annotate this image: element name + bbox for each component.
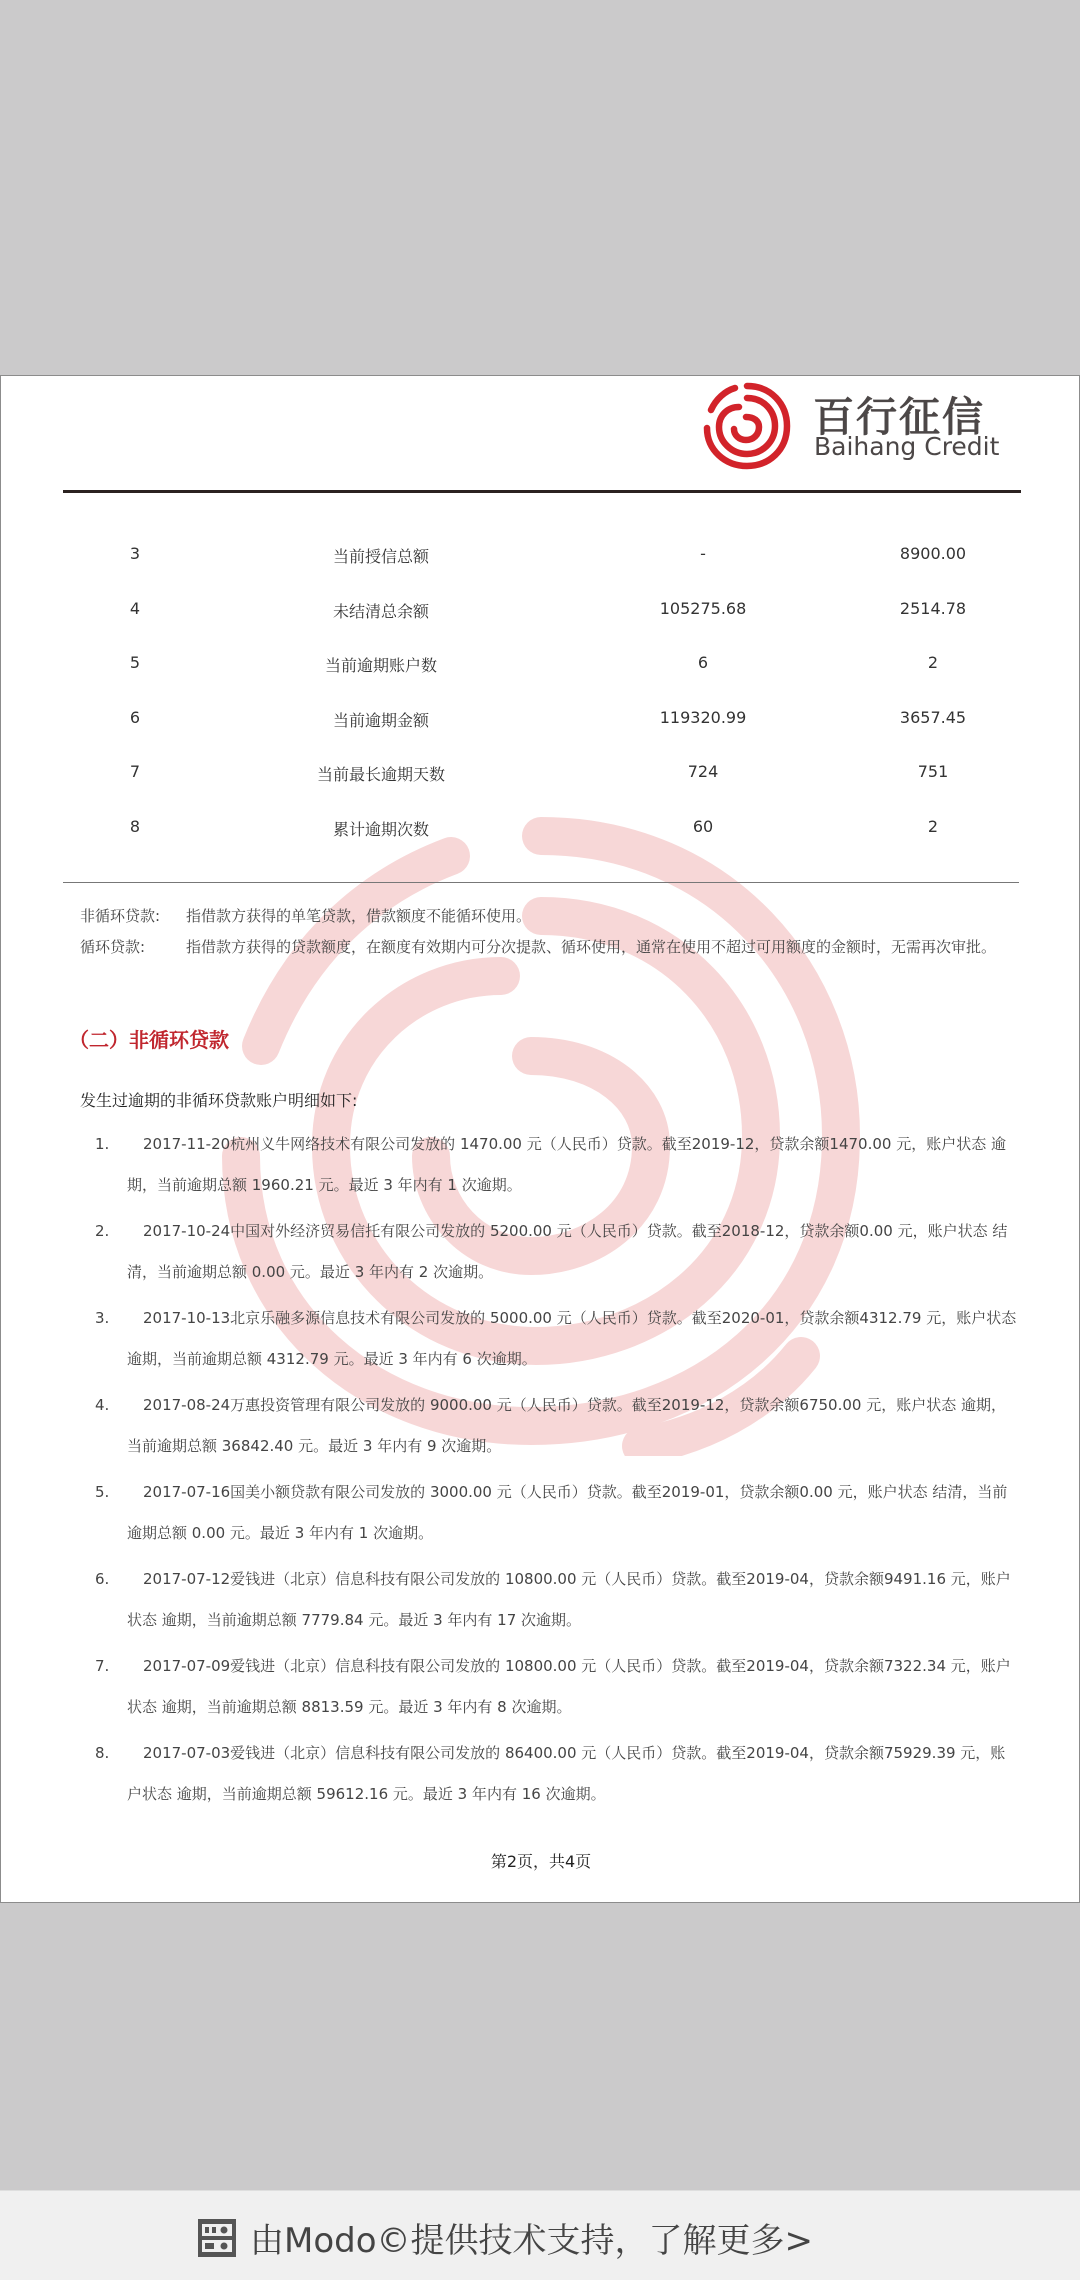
note-term: 循环贷款: [80, 938, 146, 956]
row-item: 当前逾期金额 [332, 710, 429, 730]
header-divider [63, 490, 1021, 493]
list-item [63, 1472, 1019, 1559]
item-text: 2017-10-13北京乐融多源信息技术有限公司发放的 5000.00 元（人民币）贷款。截至2020-01，贷款余额4312.79 元，账户状态 逾期，当前逾期总额 4312.79 元。最近 3 年内有 6 次逾期。 [127, 1309, 1017, 1368]
brand-name-en: Baihang Credit [814, 432, 1000, 461]
table-row [63, 817, 1019, 872]
row-value-2: 2 [927, 816, 939, 836]
row-value-1: 119320.99 [659, 707, 747, 727]
row-item: 累计逾期次数 [332, 819, 429, 839]
item-number: 5. [95, 1483, 110, 1501]
document-page [0, 375, 1080, 1903]
item-number: 8. [95, 1744, 110, 1762]
item-text: 2017-11-20杭州义牛网络技术有限公司发放的 1470.00 元（人民币）贷款。截至2019-12，贷款余额1470.00 元，账户状态 逾期，当前逾期总额 1960.21 元。最近 3 年内有 1 次逾期。 [127, 1135, 1006, 1194]
row-item: 当前逾期账户数 [324, 656, 437, 675]
table-row [63, 708, 1019, 763]
definition-notes [63, 901, 1023, 963]
item-number: 2. [95, 1222, 110, 1240]
note-revolving [63, 932, 1023, 963]
row-value-1: - [700, 544, 706, 563]
list-item [63, 1124, 1019, 1211]
row-value-1: 105275.68 [659, 598, 747, 618]
row-value-2: 2 [927, 653, 939, 672]
baihang-swirl-icon [701, 380, 793, 472]
item-number: 3. [95, 1309, 110, 1327]
promo-link[interactable] [198, 2213, 813, 2262]
list-item [63, 1559, 1019, 1646]
table-row [63, 599, 1019, 654]
item-number: 6. [95, 1570, 110, 1588]
list-item [63, 1211, 1019, 1298]
list-item [63, 1646, 1019, 1733]
row-number: 5 [129, 653, 141, 672]
item-number: 7. [95, 1657, 110, 1675]
section-title: （二）非循环贷款 [69, 1028, 229, 1052]
modo-promo-bar[interactable] [0, 2190, 1080, 2280]
promo-text[interactable]: 由Modo©提供技术支持，了解更多> [250, 2221, 814, 2261]
row-number: 4 [129, 598, 141, 618]
row-value-1: 724 [687, 762, 719, 781]
row-number: 7 [129, 762, 141, 781]
row-value-1: 6 [697, 653, 709, 672]
item-text: 2017-07-12爱钱进（北京）信息科技有限公司发放的 10800.00 元（人民币）贷款。截至2019-04，贷款余额9491.16 元，账户状态 逾期，当前逾期总额 7779.84 元。最近 3 年内有 17 次逾期。 [127, 1570, 1011, 1629]
row-value-2: 2514.78 [899, 598, 967, 618]
list-item [63, 1733, 1019, 1820]
note-term: 非循环贷款: [80, 907, 161, 925]
item-text: 2017-07-09爱钱进（北京）信息科技有限公司发放的 10800.00 元（人民币）贷款。截至2019-04，贷款余额7322.34 元，账户状态 逾期，当前逾期总额 8813.59 元。最近 3 年内有 8 次逾期。 [127, 1657, 1011, 1716]
baihang-logo [701, 380, 1000, 472]
note-text: 指借款方获得的单笔贷款，借款额度不能循环使用。 [186, 907, 532, 925]
list-intro: 发生过逾期的非循环贷款账户明细如下: [80, 1091, 358, 1110]
item-number: 1. [95, 1135, 110, 1153]
table-divider [63, 882, 1019, 883]
row-number: 6 [129, 707, 141, 727]
row-item: 当前授信总额 [332, 547, 429, 566]
item-number: 4. [95, 1396, 110, 1414]
list-item [63, 1298, 1019, 1385]
row-number: 8 [129, 816, 141, 836]
row-value-2: 3657.45 [899, 707, 967, 727]
item-text: 2017-07-03爱钱进（北京）信息科技有限公司发放的 86400.00 元（人民币）贷款。截至2019-04，贷款余额75929.39 元，账户状态 逾期，当前逾期总额 59612.16 元。最近 3 年内有 16 次逾期。 [127, 1744, 1006, 1803]
note-text: 指借款方获得的贷款额度，在额度有效期内可分次提款、循环使用，通常在使用不超过可用额度的金额时，无需再次审批。 [186, 938, 997, 956]
page-number: 第2页，共4页 [490, 1852, 592, 1871]
row-value-1: 60 [692, 816, 714, 836]
row-item: 未结清总余额 [332, 601, 429, 621]
item-text: 2017-08-24万惠投资管理有限公司发放的 9000.00 元（人民币）贷款。截至2019-12，贷款余额6750.00 元，账户状态 逾期，当前逾期总额 36842.40 元。最近 3 年内有 9 次逾期。 [127, 1396, 1006, 1455]
list-item [63, 1385, 1019, 1472]
row-value-2: 751 [917, 762, 949, 781]
modo-logo-icon [198, 2219, 236, 2257]
row-value-2: 8900.00 [899, 544, 967, 563]
overdue-account-list [63, 1124, 1019, 1820]
table-row [63, 544, 1019, 599]
brand-name-cn: 百行征信 [813, 393, 985, 441]
item-text: 2017-07-16国美小额贷款有限公司发放的 3000.00 元（人民币）贷款。截至2019-01，贷款余额0.00 元，账户状态 结清，当前逾期总额 0.00 元。最近 3 年内有 1 次逾期。 [127, 1483, 1008, 1542]
table-row [63, 653, 1019, 708]
summary-table [63, 544, 1019, 871]
table-row [63, 762, 1019, 817]
note-non-revolving [63, 901, 1023, 932]
row-item: 当前最长逾期天数 [316, 765, 445, 784]
item-text: 2017-10-24中国对外经济贸易信托有限公司发放的 5200.00 元（人民币）贷款。截至2018-12，贷款余额0.00 元，账户状态 结清，当前逾期总额 0.00 元。最近 3 年内有 2 次逾期。 [127, 1222, 1008, 1281]
row-number: 3 [129, 544, 141, 563]
